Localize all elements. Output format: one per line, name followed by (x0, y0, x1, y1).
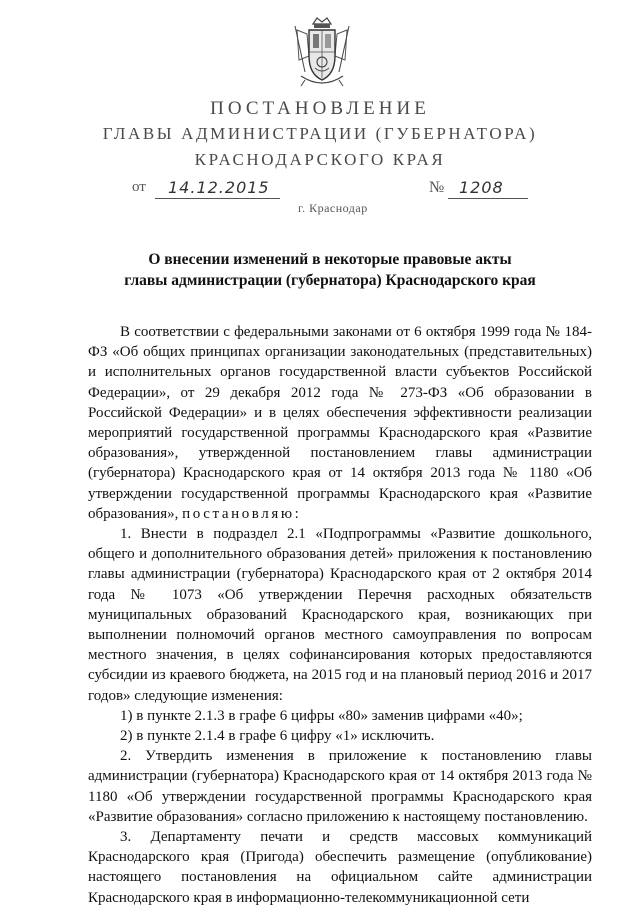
doc-type-heading: ПОСТАНОВЛЕНИЕ (210, 98, 430, 119)
document-title-line-1: О внесении изменений в некоторые правовые акты (148, 251, 512, 268)
document-body (88, 322, 592, 908)
clause-1-item-1: 1) в пункте 2.1.3 в графе 6 цифры «80» заменив цифрами «40»; (120, 707, 523, 724)
preamble-paragraph (88, 322, 592, 524)
clause-1-paragraph: 1. Внести в подраздел 2.1 «Подпрограммы «Развитие дошкольного, общего и дополнительного образования детей» приложения к постановлению главы администрации (губернатора) Краснодарского края от 2 октября 2014 года № 1073 «Об утверждении Перечня расходных обязательств муниципальных образований Краснодарского края, возникающих при выполнении полномочий органов местного самоуправления по вопросам местного значения, в целях софинансирования которых предоставляются субсидии из краевого бюджета, на 2015 год и на плановый период 2016 и 2017 годов» следующие изменения: (88, 526, 592, 704)
city-label: г. Краснодар (298, 201, 368, 215)
issuer-heading: ГЛАВЫ АДМИНИСТРАЦИИ (ГУБЕРНАТОРА) (102, 124, 538, 143)
date-prefix: от (132, 179, 146, 195)
number-prefix: № (429, 179, 445, 196)
number-value: 1208 (459, 178, 504, 197)
clause-1-item-2: 2) в пункте 2.1.4 в графе 6 цифру «1» исключить. (120, 728, 435, 745)
preamble-text: В соответствии с федеральными законами от 6 октября 1999 года № 184-ФЗ «Об общих принципах организации законодательных (представительных) и исполнительных органов государственной власти субъектов Российской Федерации», от 29 декабря 2012 года № 273-ФЗ «Об образовании в Российской Федерации» и в целях обеспечения эффективности реализации мероприятий государственной программы Краснодарского края «Развитие образования», утвержденной постановлением главы администрации (губернатора) Краснодарского края от 14 октября 2013 года № 1180 «Об утверждении государственной программы Краснодарского края «Развитие образования», (88, 324, 592, 522)
document-title-line-2: главы администрации (губернатора) Краснодарского края (124, 272, 536, 289)
clause-2-paragraph: 2. Утвердить изменения в приложение к постановлению главы администрации (губернатора) Краснодарского края от 14 октября 2013 года № 1180 «Об утверждении государственной программы Краснодарского края «Развитие образования» согласно приложению к настоящему постановлению. (88, 748, 592, 825)
decree-word: постановляю: (182, 505, 302, 522)
date-value: 14.12.2015 (168, 178, 270, 197)
clause-3-paragraph: 3. Департаменту печати и средств массовых коммуникаций Краснодарского края (Пригода) обеспечить размещение (опубликование) настоящего постановления на официальном сайте администрации Краснодарского края в информационно-телекоммуникационной сети (88, 829, 592, 906)
region-heading: КРАСНОДАРСКОГО КРАЯ (194, 150, 446, 169)
krasnodar-coat-of-arms-icon (291, 16, 353, 90)
number-underline (448, 198, 528, 199)
date-underline (155, 198, 280, 199)
